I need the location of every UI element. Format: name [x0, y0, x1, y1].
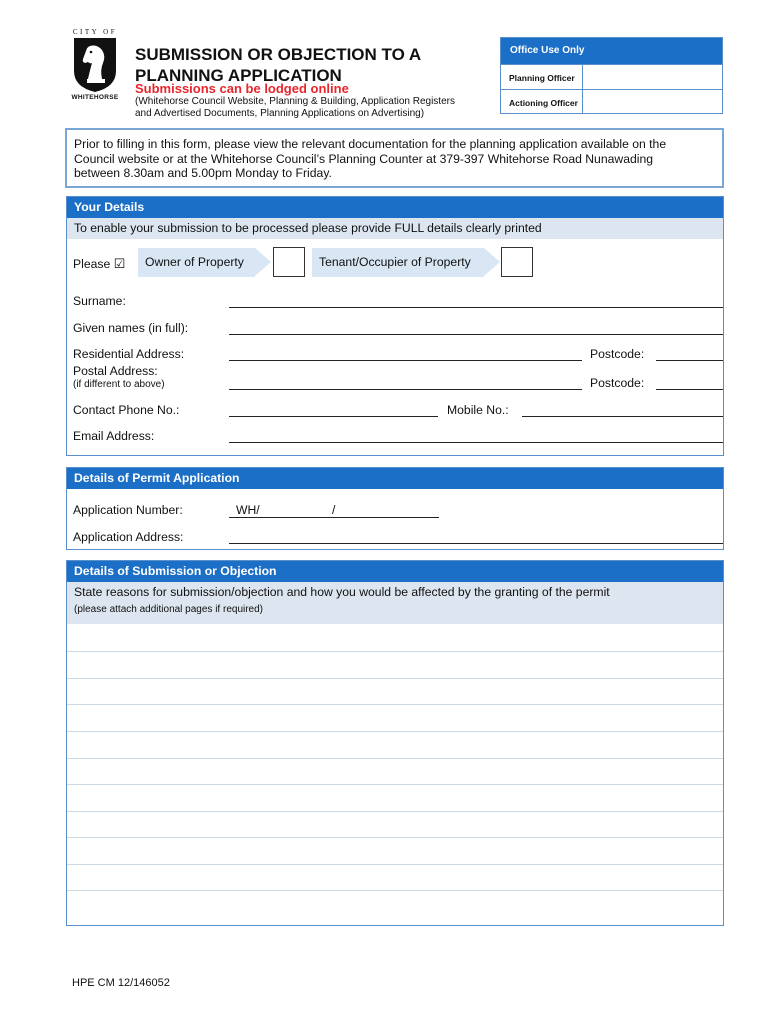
- application-number-field[interactable]: [229, 517, 439, 518]
- your-details-heading: Your Details: [67, 197, 723, 218]
- actioning-officer-field[interactable]: [583, 90, 722, 114]
- residential-address-field[interactable]: [229, 360, 582, 361]
- submission-section: [66, 560, 724, 926]
- logo-city-text: CITY OF: [72, 28, 118, 36]
- writing-line: [67, 864, 723, 865]
- contact-phone-field[interactable]: [229, 416, 438, 417]
- writing-line: [67, 837, 723, 838]
- number-slash: /: [332, 503, 336, 517]
- writing-line: [67, 784, 723, 785]
- tenant-option: [312, 248, 500, 277]
- writing-line: [67, 758, 723, 759]
- mobile-label: Mobile No.:: [447, 403, 509, 417]
- contact-phone-label: Contact Phone No.:: [73, 403, 180, 417]
- form-title: [135, 44, 421, 86]
- arrow-icon: [484, 248, 500, 276]
- submission-instruction-band: [67, 582, 723, 624]
- email-label: Email Address:: [73, 429, 155, 443]
- title-line-1: SUBMISSION OR OBJECTION TO A: [135, 45, 422, 64]
- please-label: [73, 257, 125, 272]
- mobile-field[interactable]: [522, 416, 723, 417]
- actioning-officer-row: [501, 89, 722, 114]
- tenant-label: Tenant/Occupier of Property: [312, 248, 484, 277]
- owner-option: [138, 248, 271, 277]
- surname-label: Surname:: [73, 294, 126, 308]
- actioning-officer-label: Actioning Officer: [501, 90, 583, 114]
- council-logo: [72, 28, 118, 106]
- submission-writing-area[interactable]: [67, 624, 723, 925]
- writing-line: [67, 890, 723, 891]
- office-use-heading: Office Use Only: [501, 38, 722, 64]
- postal-address-note: (if different to above): [73, 379, 165, 390]
- intro-line-3: between 8.30am and 5.00pm Monday to Friday.: [74, 166, 332, 180]
- online-notice: Submissions can be lodged online: [135, 81, 349, 96]
- permit-heading: Details of Permit Application: [67, 468, 723, 489]
- email-field[interactable]: [229, 442, 723, 443]
- residential-address-label: Residential Address:: [73, 347, 185, 361]
- writing-line: [67, 731, 723, 732]
- residential-postcode-field[interactable]: [656, 360, 723, 361]
- planning-officer-row: [501, 64, 722, 89]
- residential-postcode-label: Postcode:: [590, 347, 645, 361]
- note-line-1: (Whitehorse Council Website, Planning & Building, Application Registers: [135, 96, 455, 107]
- writing-line: [67, 704, 723, 705]
- given-names-label: Given names (in full):: [73, 321, 189, 335]
- application-number-label: Application Number:: [73, 503, 183, 517]
- postal-address-label: Postal Address:: [73, 364, 158, 378]
- office-use-box: [500, 37, 723, 114]
- wh-prefix: WH/: [236, 503, 260, 517]
- surname-field[interactable]: [229, 307, 723, 308]
- planning-officer-label: Planning Officer: [501, 65, 583, 89]
- please-text: Please: [73, 257, 111, 271]
- owner-checkbox[interactable]: [273, 247, 305, 277]
- application-address-label: Application Address:: [73, 530, 184, 544]
- intro-line-1: Prior to filling in this form, please view the relevant documentation for the planning application available on the: [74, 137, 667, 151]
- given-names-field[interactable]: [229, 334, 723, 335]
- online-location-note: [135, 96, 455, 120]
- tenant-checkbox[interactable]: [501, 247, 533, 277]
- title-line-2: PLANNING APPLICATION: [135, 66, 342, 85]
- knight-shield-icon: [73, 37, 117, 93]
- your-details-instruction: To enable your submission to be processed please provide FULL details clearly printed: [67, 218, 723, 239]
- planning-officer-field[interactable]: [583, 65, 722, 89]
- intro-box: [65, 128, 724, 188]
- writing-line: [67, 678, 723, 679]
- postal-address-field[interactable]: [229, 389, 582, 390]
- document-reference: HPE CM 12/146052: [72, 977, 170, 989]
- writing-line: [67, 651, 723, 652]
- postal-postcode-field[interactable]: [656, 389, 723, 390]
- logo-name-text: WHITEHORSE: [71, 94, 119, 101]
- check-icon: ☑: [113, 257, 126, 272]
- submission-instruction: State reasons for submission/objection and how you would be affected by the granting of the permit: [74, 585, 610, 599]
- writing-line: [67, 811, 723, 812]
- application-address-field[interactable]: [229, 543, 723, 544]
- owner-label: Owner of Property: [138, 248, 255, 277]
- note-line-2: and Advertised Documents, Planning Applications on Advertising): [135, 108, 425, 119]
- arrow-icon: [255, 248, 271, 276]
- postal-postcode-label: Postcode:: [590, 376, 645, 390]
- intro-line-2: Council website or at the Whitehorse Council’s Planning Counter at 379-397 Whitehorse Road Nunawading: [74, 151, 654, 166]
- submission-heading: Details of Submission or Objection: [67, 561, 723, 582]
- submission-note: (please attach additional pages if required): [74, 604, 264, 615]
